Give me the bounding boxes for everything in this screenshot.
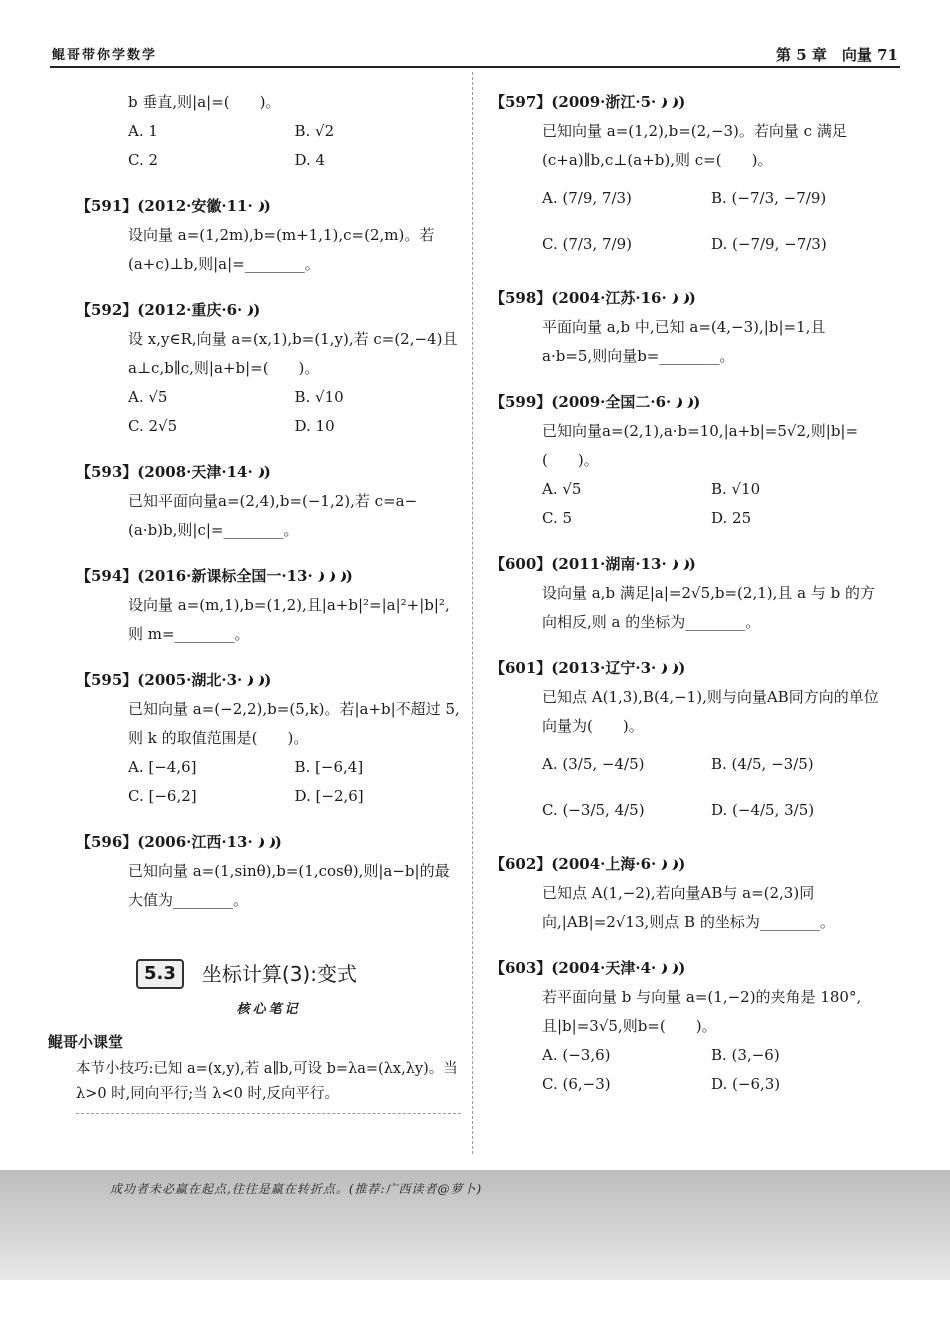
problem: [490, 550, 880, 637]
core-notes-label: 核心笔记: [236, 1002, 301, 1017]
problem: [76, 296, 461, 441]
column-divider: [472, 72, 473, 1154]
answer-option: A. (7/9, 7/3): [542, 189, 632, 207]
problem-header: [76, 666, 461, 695]
answer-option: A. (−3,6): [542, 1046, 611, 1064]
answer-option: B. (3,−6): [711, 1046, 780, 1064]
paren-close: ): [688, 555, 696, 573]
problem-text: 设向量 a,b 满足|a|=2√5,b=(2,1),且 a 与 b 的方向相反,则 a 的坐标为________。: [542, 584, 875, 631]
problem-text: 已知向量 a=(1,sinθ),b=(1,cosθ),则|a−b|的最大值为________。: [128, 862, 450, 909]
header-rule: [50, 66, 900, 68]
problem: [490, 388, 880, 533]
answer-option: A. 1: [128, 122, 158, 140]
problem-source: 【600】(2011·湖南·13·: [490, 555, 667, 573]
problem: [490, 850, 880, 937]
problem-source: 【603】(2004·天津·4·: [490, 959, 657, 977]
problem-source: 【598】(2004·江苏·16·: [490, 289, 667, 307]
problem-source: 【593】(2008·天津·14·: [76, 463, 253, 481]
difficulty-icon: [656, 96, 668, 109]
problem-text: 已知向量 a=(−2,2),b=(5,k)。若|a+b|不超过 5,则 k 的取值范围是( )。: [128, 700, 460, 747]
problem-header: [76, 562, 461, 591]
answer-option: D. 25: [711, 509, 752, 527]
left-column: [48, 88, 461, 1114]
problem: [76, 458, 461, 545]
paren-close: ): [263, 197, 271, 215]
problem: [490, 88, 880, 267]
problem-header: [490, 88, 880, 117]
answer-option: A. √5: [128, 388, 168, 406]
section-heading: [136, 959, 461, 989]
problem-source: 【592】(2012·重庆·6·: [76, 301, 243, 319]
answer-option: B. (−7/3, −7/9): [711, 189, 827, 207]
answer-option: C. (6,−3): [542, 1075, 611, 1093]
answer-option: C. 2√5: [128, 417, 178, 435]
problem-source: 【594】(2016·新课标全国一·13·: [76, 567, 313, 585]
difficulty-icon: [656, 858, 668, 871]
paren-close: ): [263, 463, 271, 481]
answer-option: C. (−3/5, 4/5): [542, 801, 645, 819]
problem: [76, 828, 461, 915]
answer-option: D. [−2,6]: [294, 787, 364, 805]
paren-close: ): [253, 301, 261, 319]
problem-text: 已知向量 a=(1,2),b=(2,−3)。若向量 c 满足(c+a)∥b,c⊥(a+b),则 c=( )。: [542, 122, 847, 169]
difficulty-icon: [324, 570, 336, 583]
answer-option: C. 5: [542, 509, 573, 527]
answer-options: [490, 175, 880, 267]
paren-close: ): [345, 567, 353, 585]
answer-option: B. [−6,4]: [294, 758, 364, 776]
paren-close: ): [678, 959, 686, 977]
difficulty-icon: [242, 674, 254, 687]
answer-option: A. [−4,6]: [128, 758, 197, 776]
section-title: 坐标计算(3):变式: [201, 961, 357, 986]
answer-option: D. 10: [294, 417, 335, 435]
class-text: 本节小技巧:已知 a=(x,y),若 a∥b,可设 b=λa=(λx,λy)。当 λ>0 时,同向平行;当 λ<0 时,反向平行。: [76, 1057, 461, 1114]
paren-close: ): [688, 289, 696, 307]
answer-options: [490, 475, 880, 533]
difficulty-icon: [656, 962, 668, 975]
problem-text: 已知点 A(1,−2),若向量AB与 a=(2,3)同向,|AB|=2√13,则点 B 的坐标为________。: [542, 884, 835, 931]
paren-close: ): [264, 671, 272, 689]
page-header-right: 第 5 章 向量 71: [776, 46, 898, 64]
problem-header: [490, 284, 880, 313]
answer-option: B. √10: [711, 480, 761, 498]
problem-source: 【591】(2012·安徽·11·: [76, 197, 253, 215]
problem-text: 设向量 a=(m,1),b=(1,2),且|a+b|²=|a|²+|b|²,则 m=________。: [128, 596, 450, 643]
problem-source: 【597】(2009·浙江·5·: [490, 93, 657, 111]
difficulty-icon: [667, 292, 679, 305]
problem-header: [490, 654, 880, 683]
problem: [490, 954, 880, 1099]
problem-text: 已知点 A(1,3),B(4,−1),则与向量AB同方向的单位向量为( )。: [542, 688, 879, 735]
answer-option: C. 2: [128, 151, 159, 169]
paren-close: ): [678, 659, 686, 677]
problem: [76, 192, 461, 279]
problem-source: 【595】(2005·湖北·3·: [76, 671, 243, 689]
problem: [490, 654, 880, 833]
answer-options: [490, 1041, 880, 1099]
answer-option: D. (−7/9, −7/3): [711, 235, 827, 253]
answer-option: C. (7/3, 7/9): [542, 235, 632, 253]
problem-text: 已知向量a=(2,1),a·b=10,|a+b|=5√2,则|b|=( )。: [542, 422, 859, 469]
class-title: 鲲哥小课堂: [48, 1033, 124, 1051]
problem-text: b 垂直,则|a|=( )。: [128, 93, 281, 111]
answer-option: A. √5: [542, 480, 582, 498]
problem-header: [76, 296, 461, 325]
problem-text: 已知平面向量a=(2,4),b=(−1,2),若 c=a−(a·b)b,则|c|=________。: [128, 492, 418, 539]
problem: [490, 284, 880, 371]
section-number: 5.3: [136, 959, 184, 989]
difficulty-icon: [656, 662, 668, 675]
problem-source: 【602】(2004·上海·6·: [490, 855, 657, 873]
answer-options: [490, 741, 880, 833]
answer-options: [76, 383, 461, 441]
problem-header: [76, 192, 461, 221]
problem-text: 若平面向量 b 与向量 a=(1,−2)的夹角是 180°,且|b|=3√5,则b=( )。: [542, 988, 862, 1035]
answer-option: D. (−4/5, 3/5): [711, 801, 815, 819]
problem: [76, 666, 461, 811]
answer-option: B. (4/5, −3/5): [711, 755, 814, 773]
difficulty-icon: [253, 836, 265, 849]
page-header-left: 鲲哥带你学数学: [52, 48, 158, 63]
problem-header: [76, 828, 461, 857]
problem-header: [490, 954, 880, 983]
paren-close: ): [274, 833, 282, 851]
answer-option: D. 4: [294, 151, 326, 169]
problem-header: [490, 388, 880, 417]
answer-option: C. [−6,2]: [128, 787, 197, 805]
answer-option: D. (−6,3): [711, 1075, 781, 1093]
difficulty-icon: [667, 558, 679, 571]
paren-close: ): [678, 93, 686, 111]
answer-options: [76, 117, 461, 175]
paren-close: ): [678, 855, 686, 873]
problem-text: 设向量 a=(1,2m),b=(m+1,1),c=(2,m)。若(a+c)⊥b,则|a|=________。: [128, 226, 435, 273]
problem-text: 设 x,y∈R,向量 a=(x,1),b=(1,y),若 c=(2,−4)且 a⊥c,b∥c,则|a+b|=( )。: [128, 330, 458, 377]
difficulty-icon: [313, 570, 325, 583]
problem-header: [490, 550, 880, 579]
problem-source: 【601】(2013·辽宁·3·: [490, 659, 657, 677]
footer-quote: 成功者未必赢在起点,往往是赢在转折点。(推荐:广西读者@萝卜): [110, 1182, 483, 1196]
problem: [76, 88, 461, 175]
difficulty-icon: [671, 396, 683, 409]
problem-source: 【599】(2009·全国二·6·: [490, 393, 672, 411]
answer-option: B. √2: [294, 122, 335, 140]
right-column: [490, 88, 880, 1116]
problem-source: 【596】(2006·江西·13·: [76, 833, 253, 851]
answer-options: [76, 753, 461, 811]
answer-option: A. (3/5, −4/5): [542, 755, 645, 773]
problem: [76, 562, 461, 649]
problem-header: [76, 458, 461, 487]
problem-text: 平面向量 a,b 中,已知 a=(4,−3),|b|=1,且 a·b=5,则向量b=________。: [542, 318, 826, 365]
paren-close: ): [693, 393, 701, 411]
problem-header: [490, 850, 880, 879]
answer-option: B. √10: [294, 388, 344, 406]
